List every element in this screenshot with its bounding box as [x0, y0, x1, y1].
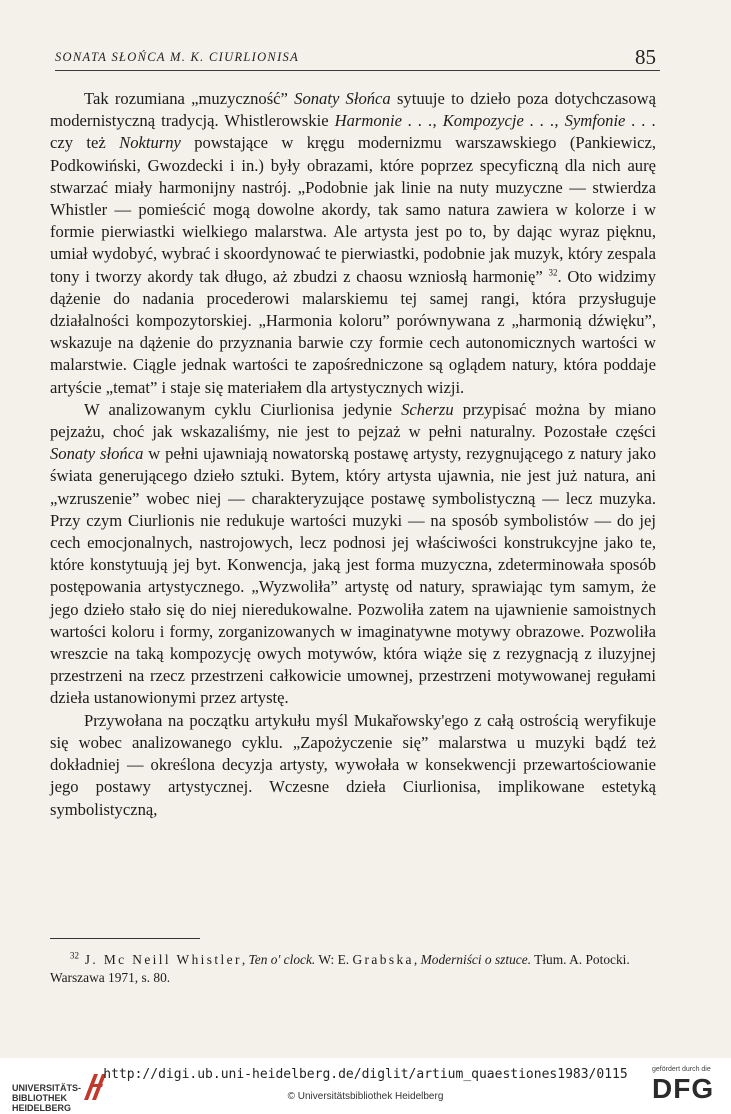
italic-text: Sonaty Słońca: [294, 89, 391, 108]
dfg-logo[interactable]: [648, 1066, 724, 1110]
text-run: W: E.: [315, 952, 353, 967]
text-run: ,: [241, 952, 249, 967]
text-run: powstające w kręgu modernizmu warszawskiego (Pankiewicz, Podkowiński, Gwozdecki i in.) były obrazami, które poprzez specyficzną dla nich aurę stwarzać miały harmonijny nastrój. „Podobnie jak linie na nuty muzyczne — stwierdza Whistler — pomieścić mogą dowolne akordy, tak samo natura zawiera w kolorze i w formie pierwiastki wielkiego malarstwa. Ale artysta jest po to, by dając wyraz pięknu, umiał wydobyć, wybrać i skoordynować te pierwiastki, podobnie jak muzyk, który zespala tony i tworzy akordy tak długo, aż zbudzi z chaosu wzniosłą harmonię”: [50, 133, 656, 286]
page-number: 85: [635, 45, 656, 69]
footnote: [50, 951, 656, 987]
funder-name: DFG: [652, 1073, 715, 1104]
running-head: [55, 44, 660, 71]
text-run: w pełni ujawniają nowatorską postawę artysty, rezygnującego z natury jako świata generującego dzieło sztuki. Bytem, który artysta ujawnia, nie jest już natura, ani „wzruszenie” wobec niej — charakteryzujące postawę symbolistyczną — lecz muzyka. Przy czym Ciurlionis nie redukuje wartości muzyki — na sposób symbolistów — do jej cech emocjonalnych, nastrojowych, lecz podnosi jej właściwości konstrukcyjne jako te, które konstytuują jej byt. Konwencja, jaką jest forma muzyczna, zdeterminowała sposób postępowania artystycznego. „Wyzwoliła” artystę od natury, sprawiając tym samym, że jego dzieło stało się do niej nieredukowalne. Pozwoliła zatem na ujawnienie samoistnych wartości koloru i formy, zorganizowanych w imaginatywne motywy obrazowe. Pozwoliła wreszcie na taką kompozycję owych motywów, która wiąże się z rezygnacją z iluzyjnej przestrzeni na rzecz przestrzeni całkowicie umownej, przestrzeni motywowanej regułami dzieła ustanowionymi przez artystę.: [50, 444, 656, 708]
body-text: [50, 88, 656, 821]
spaced-author-name: J. Mc Neill Whistler: [79, 952, 242, 967]
text-run: sytuuje to dzieło poza dotychczasową modernistyczną tradycją. Whistlerowskie: [50, 89, 656, 131]
text-run: . Oto widzimy dążenie do nadania procederowi malarskiemu tej samej rangi, która przysługuje działalności kompozytorskiej. „Harmonia koloru” porównywana z „harmonią dźwięku”, wskazuje na dążenie do przyznania barwie czy formie cech autonomicznych wartości w malarstwie. Ciągle jednak wartości te zapośredniczone są oglądem natury, która poddaje artyście „temat” i staje się materiałem dla artystycznych wizji.: [50, 266, 657, 397]
footnote-ref: 32: [548, 267, 558, 278]
text-run: Przywołana na początku artykułu myśl Mukařowsky'ego z całą ostrością weryfikuje się wobec analizowanego cyklu. „Zapożyczenie się” malarstwa u muzyki bądź też dokładniej — określona decyzja artysty, wywołała w konsekwencji przewartościowanie jego postawy artystycznej. Wczesne dzieła Ciurlionisa, implikowane estetyką symbolistyczną,: [50, 710, 656, 819]
italic-text: Harmonie . . ., Kompozycje . . ., Symfonie . . .: [334, 111, 656, 131]
text-run: Tak rozumiana „muzyczność”: [84, 89, 295, 108]
permalink-url[interactable]: http://digi.ub.uni-heidelberg.de/diglit/artium_quaestiones1983/0115: [103, 1067, 628, 1082]
copyright-notice: © Universitätsbibliothek Heidelberg: [287, 1091, 444, 1102]
viewer-footer: [0, 1058, 731, 1114]
text-run: ,: [413, 952, 421, 967]
running-head-title: SONATA SŁOŃCA M. K. CIURLIONISA: [55, 50, 300, 64]
library-name: UNIVERSITÄTS- BIBLIOTHEK HEIDELBERG: [12, 1083, 82, 1113]
funding-note: gefördert durch die: [652, 1066, 711, 1073]
italic-text: Moderniści o sztuce.: [420, 952, 532, 967]
footnote-ref: 32: [70, 950, 79, 961]
italic-text: Sonaty słońca: [50, 444, 144, 464]
italic-text: Scherzu: [401, 399, 454, 419]
italic-text: Ten o' clock.: [248, 952, 316, 967]
footnote-divider: [50, 938, 200, 939]
text-run: W analizowanym cyklu Ciurlionisa jedynie: [84, 399, 402, 419]
italic-text: Nokturny: [119, 133, 181, 153]
text-run: czy też: [50, 133, 120, 153]
spaced-author-name: Grabska: [352, 952, 414, 967]
paragraph: [50, 88, 656, 399]
text-run: Tłum. A. Potocki. Warszawa 1971, s. 80.: [50, 952, 630, 985]
paragraph: [50, 399, 656, 710]
text-run: przypisać można by miano pejzażu, choć jak wskazaliśmy, nie jest to pejzaż w pełni naturalny. Pozostałe części: [50, 399, 656, 442]
paragraph: [50, 710, 656, 821]
